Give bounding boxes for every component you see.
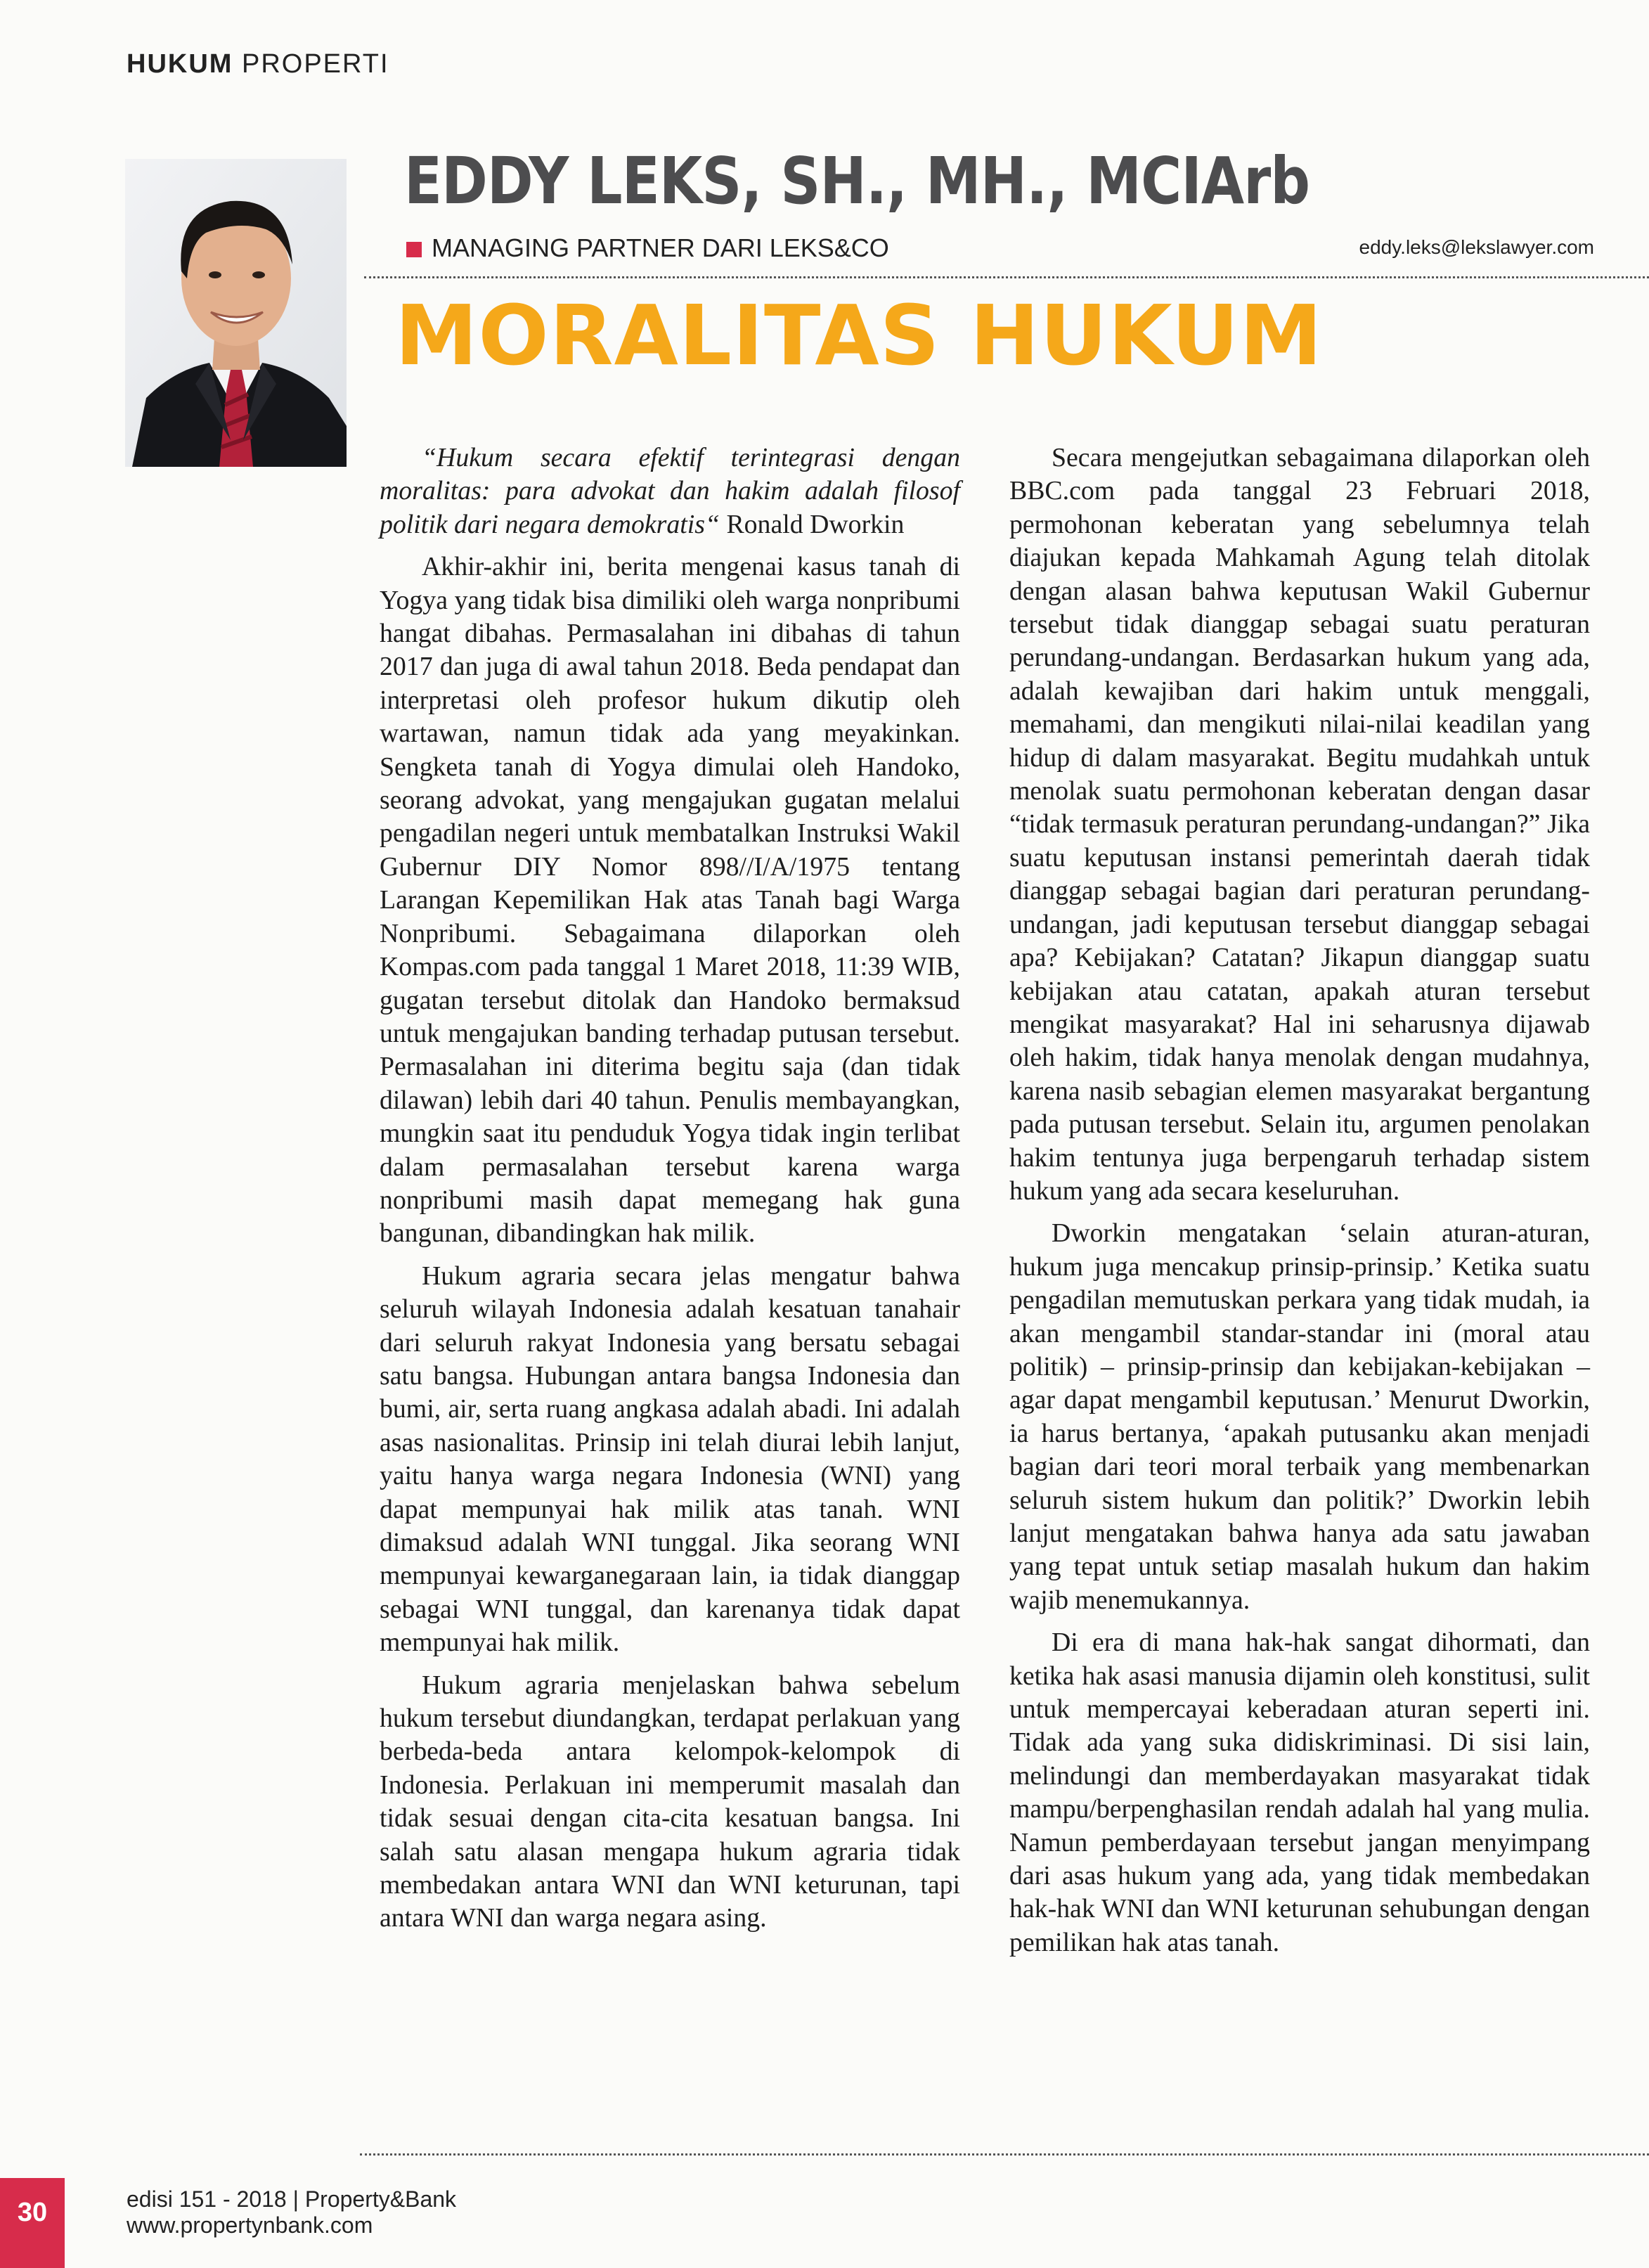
section-header	[127, 49, 389, 79]
paragraph: Secara mengejutkan sebagaimana dilaporkan oleh BBC.com pada tanggal 23 Februari 2018, permohonan keberatan yang sebelumnya telah diajukan kepada Mahkamah Agung telah ditolak dengan alasan bahwa keputusan Wakil Gubernur tersebut tidak dianggap sebagai suatu peraturan perundang-undangan. Berdasarkan hukum yang ada, adalah kewajiban dari hakim untuk menggali, memahami, dan mengikuti nilai-nilai keadilan yang hidup di dalam masyarakat. Begitu mudahkah untuk menolak suatu permohonan keberatan dengan dasar “tidak termasuk peraturan perundang-undangan?” Jika suatu keputusan instansi pemerintah daerah tidak dianggap sebagai bagian dari peraturan perundang-undangan, jadi keputusan tersebut dianggap sebagai apa? Kebijakan? Catatan? Jikapun dianggap suatu kebijakan atau catatan, apakah aturan tersebut mengikat masyarakat? Hal ini seharusnya dijawab oleh hakim, tidak hanya menolak dengan mudahnya, karena nasib sebagian elemen masyarakat bergantung pada putusan tersebut. Selain itu, argumen penolakan hakim tentunya juga berpengaruh terhadap sistem hukum yang ada secara keseluruhan.	[1009, 443, 1590, 1206]
author-email: eddy.leks@lekslawyer.com	[1359, 236, 1594, 258]
bottom-dotted-divider	[360, 2153, 1649, 2156]
author-portrait-illustration	[125, 159, 347, 467]
edition-text: edisi 151 - 2018 | Property&Bank	[127, 2186, 457, 2212]
paragraph: Hukum agraria secara jelas mengatur bahwa seluruh wilayah Indonesia adalah kesatuan tanahair dari seluruh rakyat Indonesia yang bersatu sebagai satu bangsa. Hubungan antara bangsa Indonesia dan bumi, air, serta ruang angkasa adalah abadi. Ini adalah asas nasionalitas. Prinsip ini telah diurai lebih lanjut, yaitu hanya warga negara Indonesia (WNI) yang dapat mempunyai hak milik atas tanah. WNI dimaksud adalah WNI tunggal. Jika seorang WNI mempunyai kewarganegaraan lain, ia tidak dianggap sebagai WNI tunggal, dan karenanya tidak dapat mempunyai hak milik.	[380, 1261, 960, 1658]
paragraph: Dworkin mengatakan ‘selain aturan-aturan, hukum juga mencakup prinsip-prinsip.’ Ketika suatu pengadilan memutuskan perkara yang tidak mudah, ia akan mengambil standar-standar ini (moral atau politik) – prinsip-prinsip dan kebijakan-kebijakan – agar dapat mengambil keputusan.’ Menurut Dworkin, ia harus bertanya, ‘apakah putusanku akan menjadi bagian dari teori moral terbaik yang membenarkan seluruh sistem hukum dan politik?’ Dworkin lebih lanjut mengatakan bahwa hanya ada satu jawaban yang tepat untuk setiap masalah hukum dan hakim wajib menemukannya.	[1009, 1218, 1590, 1615]
opening-quote	[380, 442, 960, 541]
top-dotted-divider	[364, 276, 1649, 278]
website-link[interactable]: www.propertynbank.com	[127, 2212, 373, 2238]
section-header-bold: HUKUM	[127, 49, 233, 79]
article-column-right	[1009, 442, 1590, 1969]
quote-author: Ronald Dworkin	[720, 509, 905, 539]
footer-edition-info	[127, 2186, 456, 2238]
paragraph: Akhir-akhir ini, berita mengenai kasus tanah di Yogya yang tidak bisa dimiliki oleh warga nonpribumi hangat dibahas. Permasalahan ini dibahas di tahun 2017 dan juga di awal tahun 2018. Beda pendapat dan interpretasi oleh profesor hukum dikutip oleh wartawan, namun tidak ada yang meyakinkan. Sengketa tanah di Yogya dimulai oleh Handoko, seorang advokat, yang mengajukan gugatan melalui pengadilan negeri untuk membatalkan Instruksi Wakil Gubernur DIY Nomor 898//I/A/1975 tentang Larangan Kepemilikan Hak atas Tanah bagi Warga Nonpribumi. Sebagaimana dilaporkan oleh Kompas.com pada tanggal 1 Maret 2018, 11:39 WIB, gugatan tersebut ditolak dan Handoko bermaksud untuk mengajukan banding terhadap putusan tersebut. Permasalahan ini diterima begitu saja (dan tidak dilawan) lebih dari 40 tahun. Penulis membayangkan, mungkin saat itu penduduk Yogya tidak ingin terlibat dalam permasalahan tersebut karena warga nonpribumi masih dapat memegang hak guna bangunan, dibandingkan hak milik.	[380, 552, 960, 1249]
author-role	[406, 233, 889, 263]
paragraph: Hukum agraria menjelaskan bahwa sebelum hukum tersebut diundangkan, terdapat perlakuan yang berbeda-beda antara kelompok-kelompok di Indonesia. Perlakuan ini memperumit masalah dan tidak sesuai dengan cita-cita kesatuan bangsa. Ini salah satu alasan mengapa hukum agraria tidak membedakan antara WNI dan WNI keturunan, tapi antara WNI dan warga negara asing.	[380, 1670, 960, 1933]
article-column-left	[380, 442, 960, 1945]
article-title: MORALITAS HUKUM	[395, 287, 1323, 384]
role-bullet-square	[406, 242, 422, 257]
author-name: EDDY LEKS, SH., MH., MCIArb	[404, 143, 1310, 219]
author-role-text: MANAGING PARTNER DARI LEKS&CO	[432, 233, 889, 262]
section-header-rest: PROPERTI	[233, 49, 389, 79]
page-number: 30	[0, 2178, 65, 2268]
quote-text: “Hukum secara efektif terintegrasi dengan moralitas: para advokat dan hakim adalah filosof politik dari negara demokratis“	[380, 443, 960, 539]
author-photo	[125, 159, 347, 467]
paragraph: Di era di mana hak-hak sangat dihormati, dan ketika hak asasi manusia dijamin oleh konstitusi, sulit untuk mempercayai keberadaan aturan seperti ini. Tidak ada yang suka didiskriminasi. Di sisi lain, melindungi dan memberdayakan masyarakat tidak mampu/berpenghasilan rendah adalah hal yang mulia. Namun pemberdayaan tersebut jangan menyimpang dari asas hukum yang ada, yang tidak membedakan hak-hak WNI dan WNI keturunan sehubungan dengan pemilikan hak atas tanah.	[1009, 1628, 1590, 1957]
